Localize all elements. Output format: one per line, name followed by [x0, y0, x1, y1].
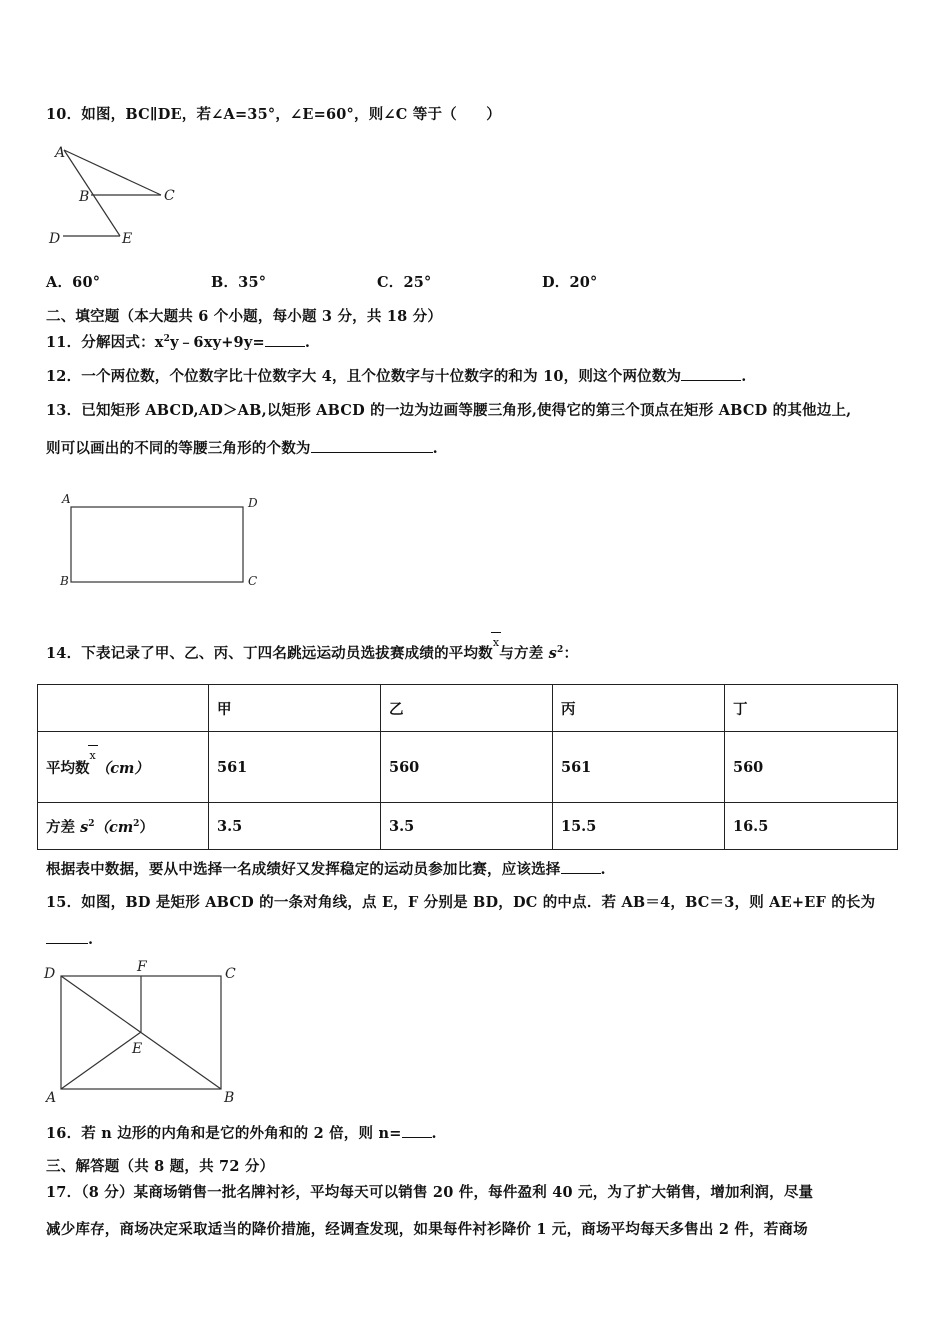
q15-text: 如图，BD 是矩形 ABCD 的一条对角线，点 E，F 分别是 BD，DC 的中点．若 AB＝4，BC＝3，则 AE+EF 的长为 [81, 894, 876, 911]
q15-figure [40, 958, 250, 1108]
mean-label: 平均数 [46, 759, 90, 777]
q13-number: 13． [46, 402, 82, 419]
table-row [38, 685, 898, 732]
q10-option-a: A．60° [46, 274, 101, 291]
q11-stem [46, 331, 310, 352]
q17-text-1: （8 分）某商场销售一批名牌衬衫，平均每天可以销售 20 件，每件盈利 40 元，为了扩大销售，增加利润，尽量 [81, 1184, 814, 1201]
q14-text-mid: 与方差 [499, 645, 549, 662]
q13-label-b: B [60, 574, 69, 588]
q13-rectangle-abcd [71, 507, 243, 582]
q14-number: 14． [46, 645, 82, 662]
q11-end: . [304, 334, 311, 351]
q15-segment-ae [61, 1032, 141, 1089]
table-cell: 561 [553, 732, 725, 803]
table-header-bing: 丙 [553, 685, 725, 732]
q15-label-f: F [137, 959, 147, 975]
q10-label-b: B [79, 189, 90, 205]
q14-end: . [600, 861, 606, 878]
q14-after [46, 858, 606, 879]
var-s: s [80, 818, 89, 836]
q12-end: . [741, 368, 747, 385]
q10-label-e: E [122, 231, 133, 247]
q15-stem [46, 891, 875, 912]
q11-number: 11． [46, 334, 82, 351]
q16-text: 若 n 边形的内角和是它的外角和的 2 倍，则 n= [81, 1125, 402, 1142]
q10-option-d: D．20° [542, 274, 598, 291]
q15-label-d: D [44, 966, 56, 982]
mean-unit: （cm） [95, 759, 149, 777]
q16-answer-blank[interactable] [402, 1125, 432, 1138]
table-row [38, 803, 898, 850]
q15-label-c: C [225, 966, 236, 982]
q17-line1 [46, 1181, 813, 1202]
var-s-sup: 2 [88, 818, 95, 829]
q17-number: 17． [46, 1184, 82, 1201]
table-header-ding: 丁 [725, 685, 898, 732]
q12-text: 一个两位数，个位数字比十位数字大 4，且个位数字与十位数字的和为 10，则这个两位数为 [81, 368, 682, 385]
section3-title: 三、解答题（共 8 题，共 72 分） [46, 1158, 275, 1175]
q13-figure [58, 490, 268, 590]
table-cell: 3.5 [381, 803, 553, 850]
q16-stem [46, 1122, 437, 1143]
table-cell: 3.5 [209, 803, 381, 850]
table-cell: 561 [209, 732, 381, 803]
q15-answer-line [46, 931, 93, 948]
q15-end: . [88, 931, 94, 948]
q10-label-c: C [164, 188, 175, 204]
q16-number: 16． [46, 1125, 82, 1142]
q14-stem [46, 636, 579, 663]
q13-label-a: A [62, 492, 71, 506]
q15-answer-blank[interactable] [46, 931, 88, 944]
q13-line2 [46, 437, 438, 458]
q13-line1 [46, 399, 851, 420]
mean-xbar: x [89, 748, 96, 762]
q11-prefix: 分解因式：x [81, 334, 164, 351]
q13-end: . [432, 440, 438, 457]
section2-title: 二、填空题（本大题共 6 个小题，每小题 3 分，共 18 分） [46, 308, 443, 325]
var-unit-sup: 2 [133, 818, 140, 829]
q10-option-c: C．25° [377, 274, 432, 291]
var-label: 方差 [46, 818, 81, 836]
var-unit-close: ） [139, 818, 154, 836]
q10-label-a: A [55, 145, 66, 161]
table-cell: 15.5 [553, 803, 725, 850]
table-header-jia: 甲 [209, 685, 381, 732]
q14-s: s [548, 645, 558, 662]
q13-text-1: 已知矩形 ABCD,AD＞AB,以矩形 ABCD 的一边为边画等腰三角形,使得它的第三个顶点在矩形 ABCD 的其他边上, [81, 402, 852, 419]
table-header-yi: 乙 [381, 685, 553, 732]
table-row [38, 732, 898, 803]
q10-option-b: B．35° [211, 274, 267, 291]
q15-label-e: E [132, 1041, 143, 1057]
q14-answer-blank[interactable] [561, 861, 601, 874]
q10-figure [44, 140, 184, 250]
q15-label-b: B [224, 1090, 235, 1106]
q15-number: 15． [46, 894, 82, 911]
q11-sup: 2 [163, 334, 171, 345]
q11-answer-blank[interactable] [265, 334, 305, 347]
q10-text: 如图，BC∥DE，若∠A=35°，∠E=60°，则∠C 等于（ ） [81, 106, 501, 123]
q13-label-c: C [248, 574, 258, 588]
q12-stem [46, 365, 747, 386]
q15-label-a: A [46, 1090, 57, 1106]
table-header-empty [38, 685, 209, 732]
var-unit-open: （cm [94, 818, 134, 836]
q14-xbar: x [492, 636, 500, 649]
q13-text-2: 则可以画出的不同的等腰三角形的个数为 [46, 440, 311, 457]
q12-answer-blank[interactable] [681, 368, 741, 381]
q11-suffix: y﹣6xy+9y= [170, 334, 265, 351]
q14-s-sup: 2 [557, 645, 564, 656]
q10-label-d: D [49, 231, 61, 247]
q16-end: . [431, 1125, 437, 1142]
table-label-mean [38, 732, 209, 803]
q12-number: 12． [46, 368, 82, 385]
table-cell: 560 [381, 732, 553, 803]
table-cell: 16.5 [725, 803, 898, 850]
q14-table [37, 684, 898, 850]
table-cell: 560 [725, 732, 898, 803]
q14-text-end: ： [563, 645, 579, 662]
q13-answer-blank[interactable] [311, 440, 433, 453]
q17-line2: 减少库存，商场决定采取适当的降价措施，经调查发现，如果每件衬衫降价 1 元，商场平均每天多售出 2 件，若商场 [46, 1221, 808, 1238]
table-label-variance [38, 803, 209, 850]
q10-stem [46, 103, 501, 124]
q10-number: 10． [46, 106, 82, 123]
q14-text: 下表记录了甲、乙、丙、丁四名跳远运动员选拔赛成绩的平均数 [81, 645, 493, 662]
q14-after-text: 根据表中数据，要从中选择一名成绩好又发挥稳定的运动员参加比赛，应该选择 [46, 861, 561, 878]
q13-label-d: D [248, 496, 258, 510]
